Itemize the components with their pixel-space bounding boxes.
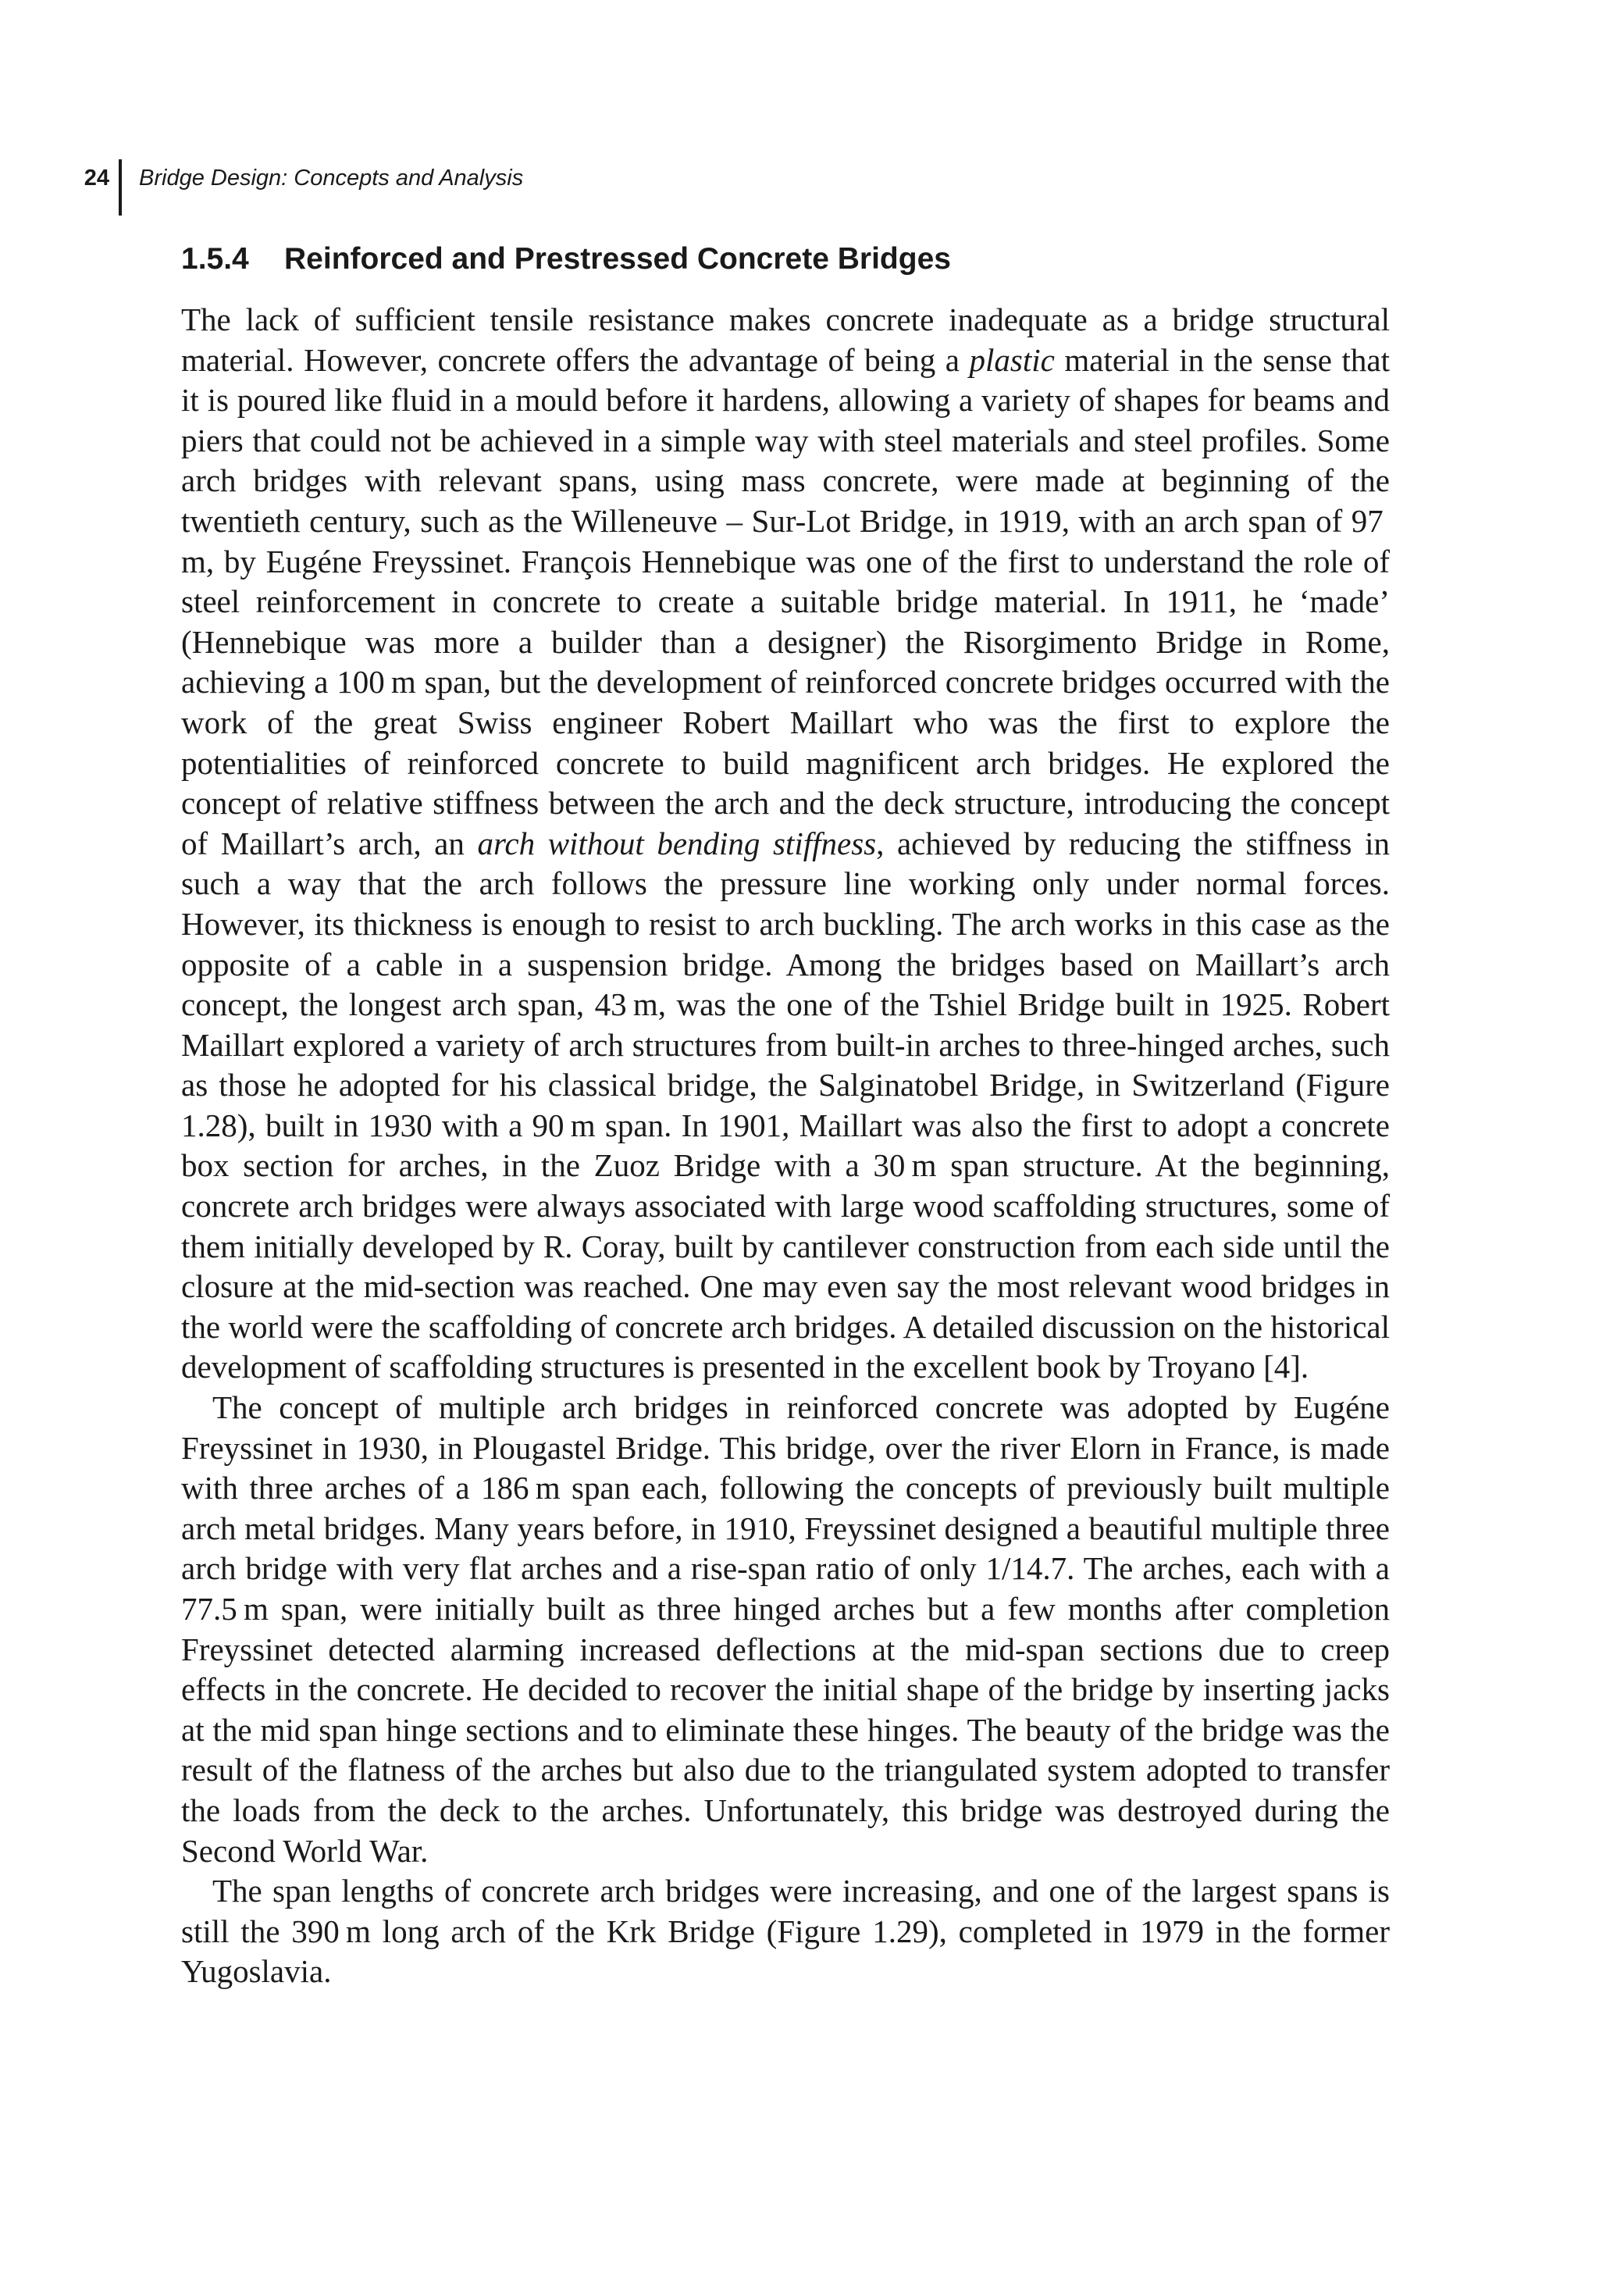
section-1-5-4 <box>181 237 1390 1992</box>
page-number: 24 <box>84 166 109 191</box>
paragraph-1 <box>181 300 1390 1388</box>
paragraph-1-text-a: The lack of sufficient tensile resistance makes concrete inadequate as a bridge structural material. However, concrete offers the advantage of being a <box>181 301 1390 378</box>
paragraph-1-emphasis-arch: arch without bending stiffness <box>477 825 877 861</box>
paragraph-2: The concept of multiple arch bridges in reinforced concrete was adopted by Eugéne Freyssinet in 1930, in Plougastel Bridge. This bridge, over the river Elorn in France, is made with three arches of a 186 m span each, following the concepts of previously built multiple arch metal bridges. Many years before, in 1910, Freyssinet designed a beautiful multiple three arch bridge with very flat arches and a rise-span ratio of only 1/14.7. The arches, each with a 77.5 m span, were initially built as three hinged arches but a few months after completion Freyssinet detected alarming increased deflections at the mid-span sections due to creep effects in the concrete. He decided to recover the initial shape of the bridge by inserting jacks at the mid span hinge sections and to eliminate these hinges. The beauty of the bridge was the result of the flatness of the arches but also due to the triangulated system adopted to transfer the loads from the deck to the arches. Unfortunately, this bridge was destroyed during the Second World War. <box>181 1389 1390 1869</box>
section-number: 1.5.4 <box>181 242 249 276</box>
paragraph-3: The span lengths of concrete arch bridges were increasing, and one of the largest spans is still the 390 m long arch of the Krk Bridge (Figure 1.29), completed in 1979 in the former Yugoslavia. <box>181 1873 1390 1990</box>
paragraph-1-text-b: material in the sense that it is poured like fluid in a mould before it hardens, allowing a variety of shapes for beams and piers that could not be achieved in a simple way with steel materials and steel profiles. Some arch bridges with relevant spans, using mass concrete, were made at beginning of the twentieth century, such as the Willeneuve – Sur-Lot Bridge, in 1919, with an arch span of 97 m, by Eugéne Freyssinet. François Hennebique was one of the first to understand the role of steel reinforcement in concrete to create a suitable bridge material. In 1911, he ‘made’ (Hennebique was more a builder than a designer) the Risorgimento Bridge in Rome, achieving a 100 m span, but the development of reinforced concrete bridges occurred with the work of the great Swiss engineer Robert Maillart who was the first to explore the potentialities of reinforced concrete to build magnificent arch bridges. He explored the concept of relative stiffness between the arch and the deck structure, introducing the concept of Maillart’s arch, an <box>181 341 1391 861</box>
paragraph-1-emphasis-plastic: plastic <box>969 341 1055 378</box>
section-heading <box>181 237 1390 281</box>
section-title: Reinforced and Prestressed Concrete Bridges <box>284 242 951 276</box>
header-rule <box>119 159 122 216</box>
paragraph-1-text-c: , achieved by reducing the stiffness in such a way that the arch follows the pressure line working only under normal forces. However, its thickness is enough to resist to arch buckling. The arch works in this case as the opposite of a cable in a suspension bridge. Among the bridges based on Maillart’s arch concept, the longest arch span, 43 m, was the one of the Tshiel Bridge built in 1925. Robert Maillart explored a variety of arch structures from built-in arches to three-hinged arches, such as those he adopted for his classical bridge, the Salginatobel Bridge, in Switzerland (Figure 1.28), built in 1930 with a 90 m span. In 1901, Maillart was also the first to adopt a concrete box section for arches, in the Zuoz Bridge with a 30 m span structure. At the beginning, concrete arch bridges were always associated with large wood scaffolding structures, some of them initially developed by R. Coray, built by cantilever construction from each side until the closure at the mid-section was reached. One may even say the most relevant wood bridges in the world were the scaffolding of concrete arch bridges. A detailed discussion on the historical development of scaffolding structures is presented in the excellent book by Troyano [4]. <box>181 825 1390 1385</box>
running-title: Bridge Design: Concepts and Analysis <box>139 166 524 191</box>
running-head <box>77 162 523 219</box>
section-body <box>181 300 1390 1992</box>
